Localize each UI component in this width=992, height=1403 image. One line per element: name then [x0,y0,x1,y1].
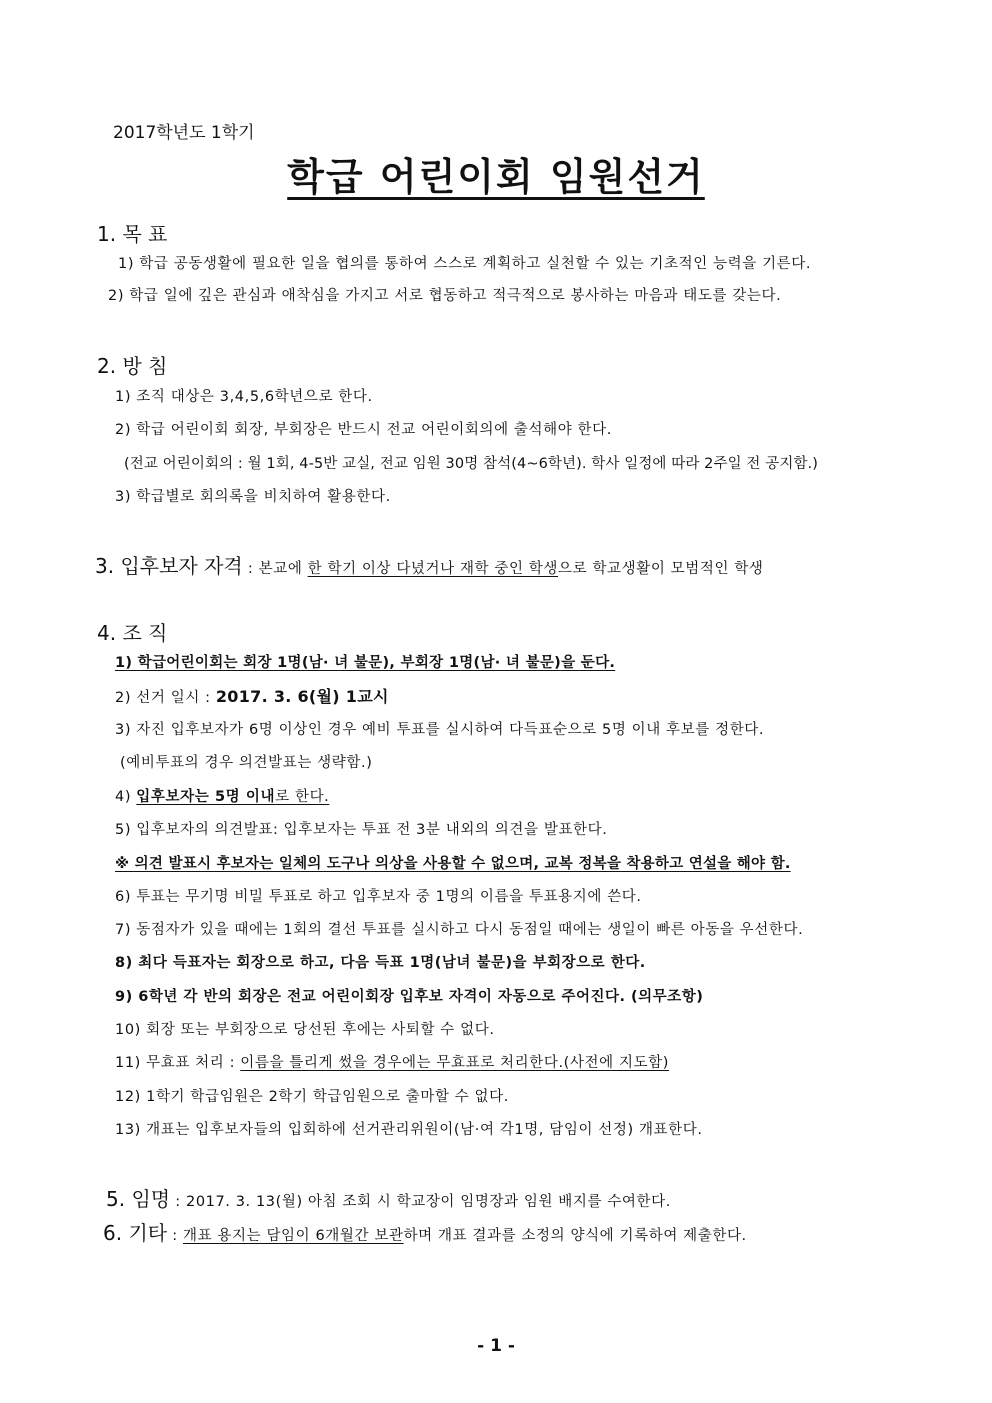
election-date-value: 2017. 3. 6(월) 1교시 [215,687,389,706]
page-number: - 1 - [477,1336,515,1356]
section-4-item: 6) 투표는 무기명 비밀 투표로 하고 입후보자 중 1명의 이름을 투표용지에 쓴다. [115,889,642,905]
section-3-underlined: 한 학기 이상 다녔거나 재학 중인 학생 [307,561,559,577]
section-4-item: 1) 학급어린이회는 회장 1명(남· 녀 불문), 부회장 1명(남· 녀 불문)을 둔다. [115,655,616,671]
section-4-warning: ※ 의견 발표시 후보자는 일체의 도구나 의상을 사용할 수 없으며, 교복 정복을 착용하고 연설을 해야 함. [115,856,791,872]
section-5-line [106,1183,671,1212]
section-6-heading: 6. 기타 [103,1221,168,1245]
item-4-rest: 로 한다. [275,789,330,805]
section-6-separator: : [167,1228,183,1244]
section-4-item: 13) 개표는 입후보자들의 입회하에 선거관리위원이(남·여 각1명, 담임이 선정) 개표한다. [115,1122,703,1138]
section-4-item: 12) 1학기 학급임원은 2학기 학급임원으로 출마할 수 없다. [115,1089,509,1105]
item-11-value: 이름을 틀리게 썼을 경우에는 무효표로 처리한다.(사전에 지도함) [240,1055,670,1071]
section-6-line [103,1217,747,1246]
semester-label: 2017학년도 1학기 [113,123,255,143]
section-4-item: 7) 동점자가 있을 때에는 1회의 결선 투표를 실시하고 다시 동점일 때에는 생일이 빠른 아동을 우선한다. [115,922,804,938]
section-4-item-11 [115,1051,669,1072]
section-4-item: 5) 입후보자의 의견발표: 입후보자는 투표 전 3분 내외의 의견을 발표한다. [115,822,608,838]
section-4-heading: 4. 조 직 [97,621,168,645]
section-4-item: 10) 회장 또는 부회장으로 당선된 후에는 사퇴할 수 없다. [115,1022,495,1038]
item-4-bold: 입후보자는 5명 이내 [136,789,276,805]
section-4-note: (예비투표의 경우 의견발표는 생략함.) [120,755,373,771]
section-2-item: 3) 학급별로 회의록을 비치하여 활용한다. [115,489,391,505]
section-3-line [95,550,764,579]
section-2-item: 2) 학급 어린이회 회장, 부회장은 반드시 전교 어린이회의에 출석해야 한다. [115,422,612,438]
election-date-label: 2) 선거 일시 : [115,690,216,706]
section-1-item: 2) 학급 일에 깊은 관심과 애착심을 가지고 서로 협동하고 적극적으로 봉사하는 마음과 태도를 갖는다. [108,288,782,304]
section-6-rest: 하며 개표 결과를 소정의 양식에 기록하여 제출한다. [403,1228,747,1244]
section-6-underlined: 개표 용지는 담임이 6개월간 보관 [183,1228,404,1244]
section-3-heading: 3. 입후보자 자격 [95,554,243,578]
section-1-item: 1) 학급 공동생활에 필요한 일을 협의를 통하여 스스로 계획하고 실천할 수 있는 기초적인 능력을 기른다. [118,256,812,272]
section-4-item: 9) 6학년 각 반의 회장은 전교 어린이회장 입후보 자격이 자동으로 주어진다. (의무조항) [115,989,704,1005]
item-4-number: 4) [115,789,137,805]
section-2-heading: 2. 방 침 [97,354,168,378]
item-11-label: 11) 무효표 처리 : [115,1055,241,1071]
section-3-separator: : 본교에 [242,561,308,577]
section-4-item: 8) 최다 득표자는 회장으로 하고, 다음 득표 1명(남녀 불문)을 부회장으로 한다. [115,955,646,971]
document-title: 학급 어린이회 임원선거 [287,155,705,199]
section-1-heading: 1. 목 표 [97,222,168,246]
section-3-rest: 으로 학교생활이 모범적인 학생 [558,561,764,577]
section-2-note: (전교 어린이회의 : 월 1회, 4-5반 교실, 전교 임원 30명 참석(4~6학년). 학사 일정에 따라 2주일 전 공지함.) [124,456,819,472]
section-4-item: 3) 자진 입후보자가 6명 이상인 경우 예비 투표를 실시하여 다득표순으로 5명 이내 후보를 정한다. [115,722,765,738]
section-4-item-4 [115,785,329,806]
section-5-heading: 5. 임명 [106,1187,171,1211]
section-5-text: : 2017. 3. 13(월) 아침 조회 시 학교장이 임명장과 임원 배지를 수여한다. [170,1194,671,1210]
section-2-item: 1) 조직 대상은 3,4,5,6학년으로 한다. [115,389,373,405]
section-4-item-2 [115,684,389,707]
